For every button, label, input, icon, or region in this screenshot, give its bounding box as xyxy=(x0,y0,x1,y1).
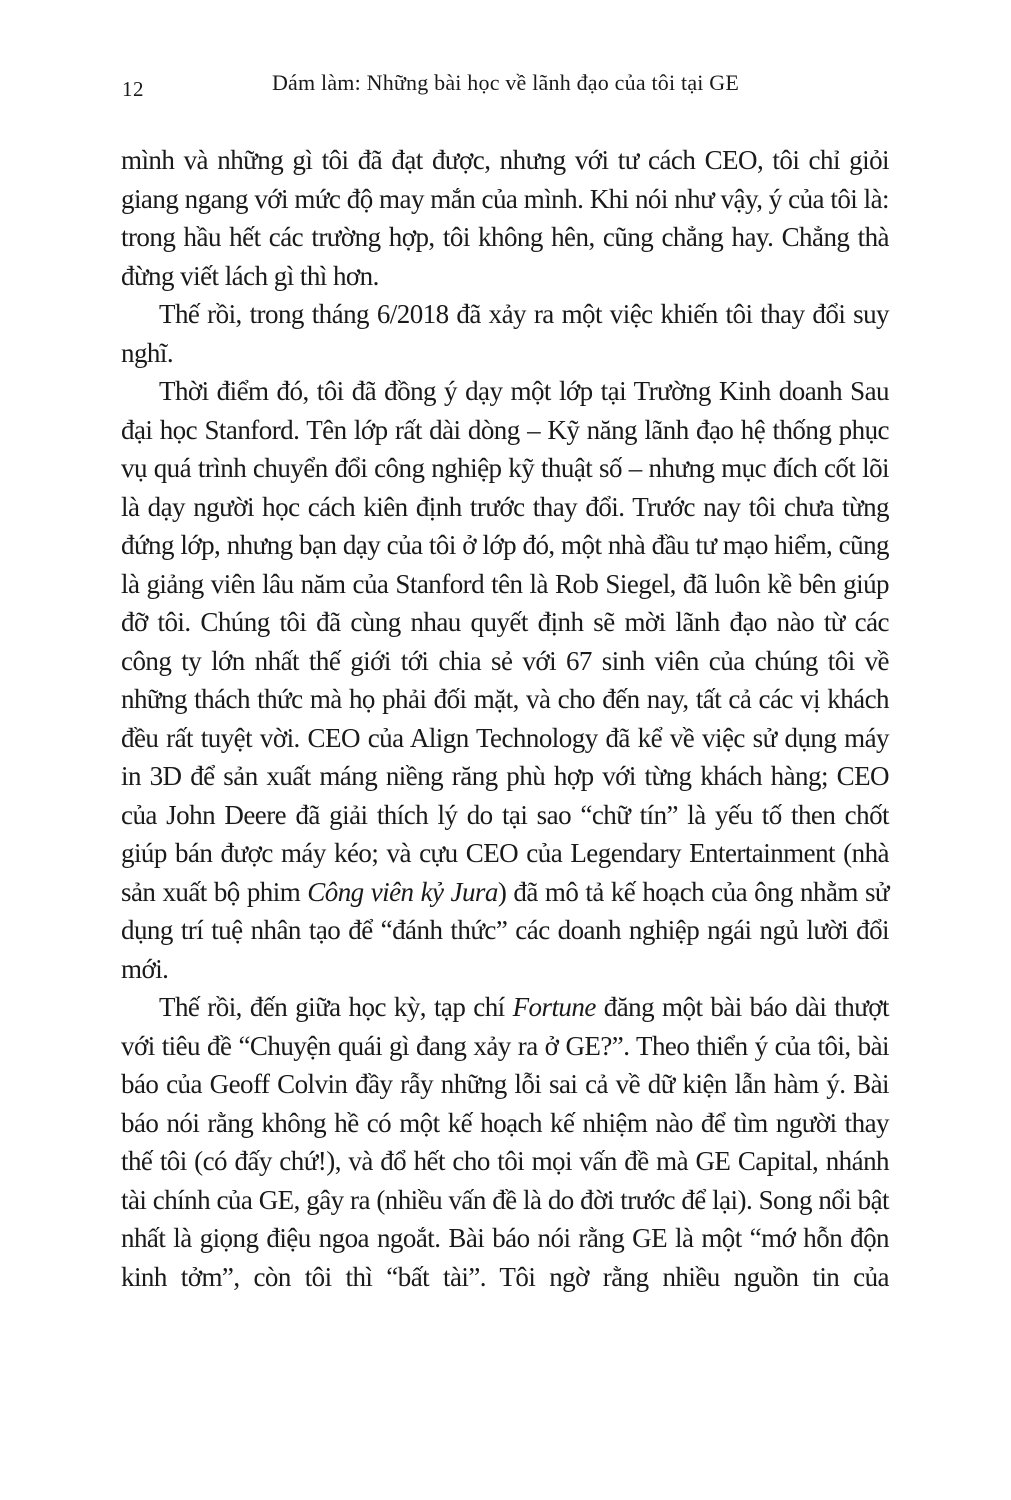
paragraph xyxy=(121,141,889,295)
page-header xyxy=(0,70,1011,112)
text-segment: Công viên kỷ Jura xyxy=(307,876,498,907)
text-segment: mình và những gì tôi đã đạt được, nhưng với tư cách CEO, tôi chỉ giỏi giang ngang với mức độ may mắn của mình. Khi nói như vậy, ý của tôi là: trong hầu hết các trường hợp, tôi không hên, cũng chẳng hay. Chẳng thà đừng viết lách gì thì hơn. xyxy=(121,145,889,291)
paragraph xyxy=(121,988,889,1296)
text-segment: Fortune xyxy=(512,992,596,1022)
text-segment: Thời điểm đó, tôi đã đồng ý dạy một lớp tại Trường Kinh doanh Sau đại học Stanford. Tên lớp rất dài dòng – Kỹ năng lãnh đạo hệ thống phục vụ quá trình chuyển đổi công nghiệp kỹ thuật số – nhưng mục đích cốt lõi là dạy người học cách kiên định trước thay đổi. Trước nay tôi chưa từng đứng lớp, nhưng bạn dạy của tôi ở lớp đó, một nhà đầu tư mạo hiểm, cũng là giảng viên lâu năm của Stanford tên là Rob Siegel, đã luôn kề bên giúp đỡ tôi. Chúng tôi đã cùng nhau quyết định sẽ mời lãnh đạo nào từ các công ty lớn nhất thế giới tới chia sẻ với 67 sinh viên của chúng tôi về những thách thức mà họ phải đối mặt, và cho đến nay, tất cả các vị khách đều rất tuyệt vời. CEO của Align Technology đã kể về việc sử dụng máy in 3D để sản xuất máng niềng răng phù hợp với từng khách hàng; CEO của John Deere đã giải thích lý do tại sao “chữ tín” là yếu tố then chốt giúp bán được máy kéo; và cựu CEO của Legendary Entertainment (nhà sản xuất bộ phim xyxy=(121,376,889,907)
page-number: 12 xyxy=(122,77,144,101)
text-segment: ) đã mô tả kế hoạch của ông nhằm sử dụng trí tuệ nhân tạo để “đánh thức” các doanh nghiệp ngái ngủ lười đổi mới. xyxy=(121,876,890,984)
paragraph xyxy=(121,295,889,372)
text-segment: Thế rồi, trong tháng 6/2018 đã xảy ra một việc khiến tôi thay đổi suy nghĩ. xyxy=(121,299,889,368)
paragraph xyxy=(121,372,889,988)
text-segment: Thế rồi, đến giữa học kỳ, tạp chí xyxy=(159,992,513,1022)
text-segment: đăng một bài báo dài thượt với tiêu đề “Chuyện quái gì đang xảy ra ở GE?”. Theo thiển ý của tôi, bài báo của Geoff Colvin đầy rẫy những lỗi sai cả về dữ kiện lẫn hàm ý. Bài báo nói rằng không hề có một kế hoạch kế nhiệm nào để tìm người thay thế tôi (có đấy chứ!), và đổ hết cho tôi mọi vấn đề mà GE Capital, nhánh tài chính của GE, gây ra (nhiều vấn đề là do đời trước để lại). Song nổi bật nhất là giọng điệu ngoa ngoắt. Bài báo nói rằng GE là một “mớ hỗn độn kinh tởm”, còn tôi thì “bất tài”. Tôi ngờ rằng nhiều nguồn tin của xyxy=(121,992,889,1292)
page-body xyxy=(121,141,889,1296)
running-title: Dám làm: Những bài học về lãnh đạo của tôi tại GE xyxy=(271,70,740,95)
